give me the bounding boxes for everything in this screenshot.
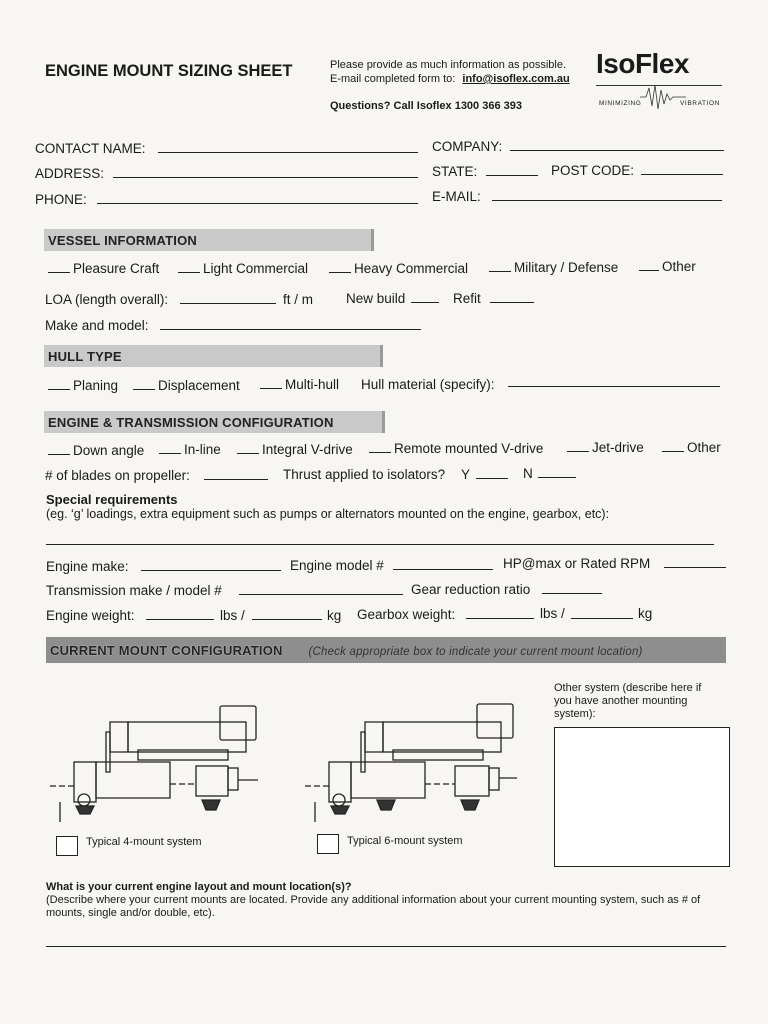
light-commercial-label: Light Commercial (203, 261, 309, 276)
vessel-options-row (45, 261, 159, 276)
engine-other-label: Other (687, 440, 721, 455)
remote-vdrive-option (366, 441, 543, 456)
hp-label: HP@max or Rated RPM (503, 556, 651, 571)
heavy-commercial-blank[interactable] (329, 262, 351, 273)
hp-field[interactable] (664, 567, 726, 568)
in-line-option (156, 442, 221, 457)
gear-ratio-label: Gear reduction ratio (411, 582, 531, 597)
jet-drive-blank[interactable] (567, 441, 589, 452)
loa-unit: ft / m (283, 292, 313, 307)
thrust-label: Thrust applied to isolators? (283, 467, 446, 482)
questions-phone: Questions? Call Isoflex 1300 366 393 (330, 100, 522, 112)
six-mount-label: Typical 6-mount system (347, 835, 463, 847)
engine-weight-label: Engine weight: (46, 608, 135, 623)
postcode-label: POST CODE: (551, 163, 635, 178)
other-system-box[interactable] (554, 727, 730, 867)
displacement-option (130, 378, 240, 393)
pleasure-craft-blank[interactable] (48, 262, 70, 273)
instructions-line1: Please provide as much information as possible. (330, 59, 567, 71)
logo-text: IsoFlex (596, 48, 689, 79)
mount-section-heading (46, 637, 726, 663)
gearbox-weight-lbs-field[interactable] (466, 618, 534, 619)
mount-heading-text: CURRENT MOUNT CONFIGURATION (50, 643, 283, 658)
multi-hull-label: Multi-hull (285, 377, 340, 392)
new-build-label: New build (346, 291, 406, 306)
displacement-blank[interactable] (133, 379, 155, 390)
vessel-section-heading: VESSEL INFORMATION (44, 229, 374, 251)
displacement-label: Displacement (158, 378, 240, 393)
logo-tagline-left: MINIMIZING (599, 100, 642, 107)
four-mount-label: Typical 4-mount system (86, 836, 202, 848)
down-angle-label: Down angle (73, 443, 145, 458)
planing-blank[interactable] (48, 379, 70, 390)
refit-field[interactable] (490, 302, 534, 303)
four-mount-checkbox[interactable] (56, 836, 78, 856)
engine-model-label: Engine model # (290, 558, 384, 573)
light-commercial-option (175, 261, 308, 276)
company-field[interactable] (510, 150, 724, 151)
postcode-field[interactable] (641, 174, 723, 175)
military-option (486, 260, 618, 275)
engine-make-label: Engine make: (46, 559, 129, 574)
phone-label: PHONE: (35, 192, 87, 207)
multi-hull-blank[interactable] (260, 378, 282, 389)
integral-vdrive-blank[interactable] (237, 443, 259, 454)
instructions-line2 (330, 73, 570, 85)
hull-section-heading: HULL TYPE (44, 345, 383, 367)
engine-weight-lbs-field[interactable] (146, 619, 214, 620)
new-build-field[interactable] (411, 302, 439, 303)
integral-vdrive-label: Integral V-drive (262, 442, 353, 457)
military-blank[interactable] (489, 261, 511, 272)
instructions-prefix: E-mail completed form to: (330, 73, 456, 85)
vessel-other-blank[interactable] (639, 260, 659, 271)
pleasure-craft-label: Pleasure Craft (73, 261, 160, 276)
planing-label: Planing (73, 378, 119, 393)
contact-name-field[interactable] (158, 152, 418, 153)
make-model-field[interactable] (160, 329, 421, 330)
gearbox-weight-lbs-unit: lbs / (540, 606, 565, 621)
six-mount-engine-diagram (305, 702, 520, 832)
thrust-y-label: Y (461, 467, 471, 482)
isoflex-logo (596, 48, 726, 114)
engine-weight-kg-unit: kg (327, 608, 342, 623)
blades-label: # of blades on propeller: (45, 468, 190, 483)
email-link[interactable]: info@isoflex.com.au (462, 73, 570, 85)
jet-drive-option (564, 440, 644, 455)
state-field[interactable] (486, 175, 538, 176)
vessel-other-option (636, 259, 696, 274)
remote-vdrive-label: Remote mounted V-drive (394, 441, 544, 456)
hull-material-field[interactable] (508, 386, 720, 387)
six-mount-checkbox[interactable] (317, 834, 339, 854)
in-line-blank[interactable] (159, 443, 181, 454)
military-label: Military / Defense (514, 260, 619, 275)
vessel-other-label: Other (662, 259, 696, 274)
email-label: E-MAIL: (432, 189, 481, 204)
vibration-wave-icon (640, 82, 686, 112)
gearbox-weight-kg-field[interactable] (571, 618, 633, 619)
special-requirements-field[interactable] (46, 544, 714, 545)
address-field[interactable] (113, 177, 418, 178)
special-requirements-desc: (eg. ‘g’ loadings, extra equipment such as pumps or alternators mounted on the engine, gearbox, etc): (46, 507, 610, 521)
form-title: ENGINE MOUNT SIZING SHEET (45, 62, 293, 80)
email-field[interactable] (492, 200, 722, 201)
in-line-label: In-line (184, 442, 221, 457)
down-angle-option (45, 443, 144, 458)
gearbox-weight-label: Gearbox weight: (357, 607, 456, 622)
trans-make-label: Transmission make / model # (46, 583, 222, 598)
logo-tagline-right: VIBRATION (680, 100, 720, 107)
phone-field[interactable] (97, 203, 418, 204)
multi-hull-option (257, 377, 339, 392)
thrust-n-field[interactable] (538, 477, 576, 478)
layout-question: What is your current engine layout and mount location(s)? (46, 881, 352, 893)
remote-vdrive-blank[interactable] (369, 442, 391, 453)
engine-section-heading: ENGINE & TRANSMISSION CONFIGURATION (44, 411, 385, 433)
light-commercial-blank[interactable] (178, 262, 200, 273)
four-mount-engine-diagram (50, 702, 260, 832)
blades-field[interactable] (204, 479, 268, 480)
company-label: COMPANY: (432, 139, 503, 154)
other-system-label: Other system (describe here if you have another mounting system): (554, 682, 702, 720)
heavy-commercial-label: Heavy Commercial (354, 261, 469, 276)
refit-label: Refit (453, 291, 481, 306)
engine-make-field[interactable] (141, 570, 281, 571)
engine-other-option (659, 440, 721, 455)
thrust-y-field[interactable] (476, 478, 508, 479)
engine-model-field[interactable] (393, 569, 493, 570)
hull-material-label: Hull material (specify): (361, 377, 495, 392)
gearbox-weight-kg-unit: kg (638, 606, 653, 621)
integral-vdrive-option (234, 442, 353, 457)
layout-answer-field[interactable] (46, 946, 726, 947)
contact-name-label: CONTACT NAME: (35, 141, 146, 156)
special-requirements-title: Special requirements (46, 492, 178, 507)
state-label: STATE: (432, 164, 478, 179)
jet-drive-label: Jet-drive (592, 440, 644, 455)
trans-make-field[interactable] (239, 594, 403, 595)
make-model-label: Make and model: (45, 318, 149, 333)
heavy-commercial-option (326, 261, 468, 276)
address-label: ADDRESS: (35, 166, 105, 181)
loa-field[interactable] (180, 303, 276, 304)
down-angle-blank[interactable] (48, 444, 70, 455)
layout-question-desc: (Describe where your current mounts are located. Provide any additional information about your current mounting system, such as # of mounts, single and/or double, etc). (46, 894, 701, 919)
engine-weight-kg-field[interactable] (252, 619, 322, 620)
engine-weight-lbs-unit: lbs / (220, 608, 245, 623)
gear-ratio-field[interactable] (542, 593, 602, 594)
planing-option (45, 378, 118, 393)
loa-label: LOA (length overall): (45, 292, 169, 307)
engine-other-blank[interactable] (662, 441, 684, 452)
thrust-n-label: N (523, 466, 533, 481)
mount-heading-note: (Check appropriate box to indicate your current mount location) (308, 646, 643, 658)
